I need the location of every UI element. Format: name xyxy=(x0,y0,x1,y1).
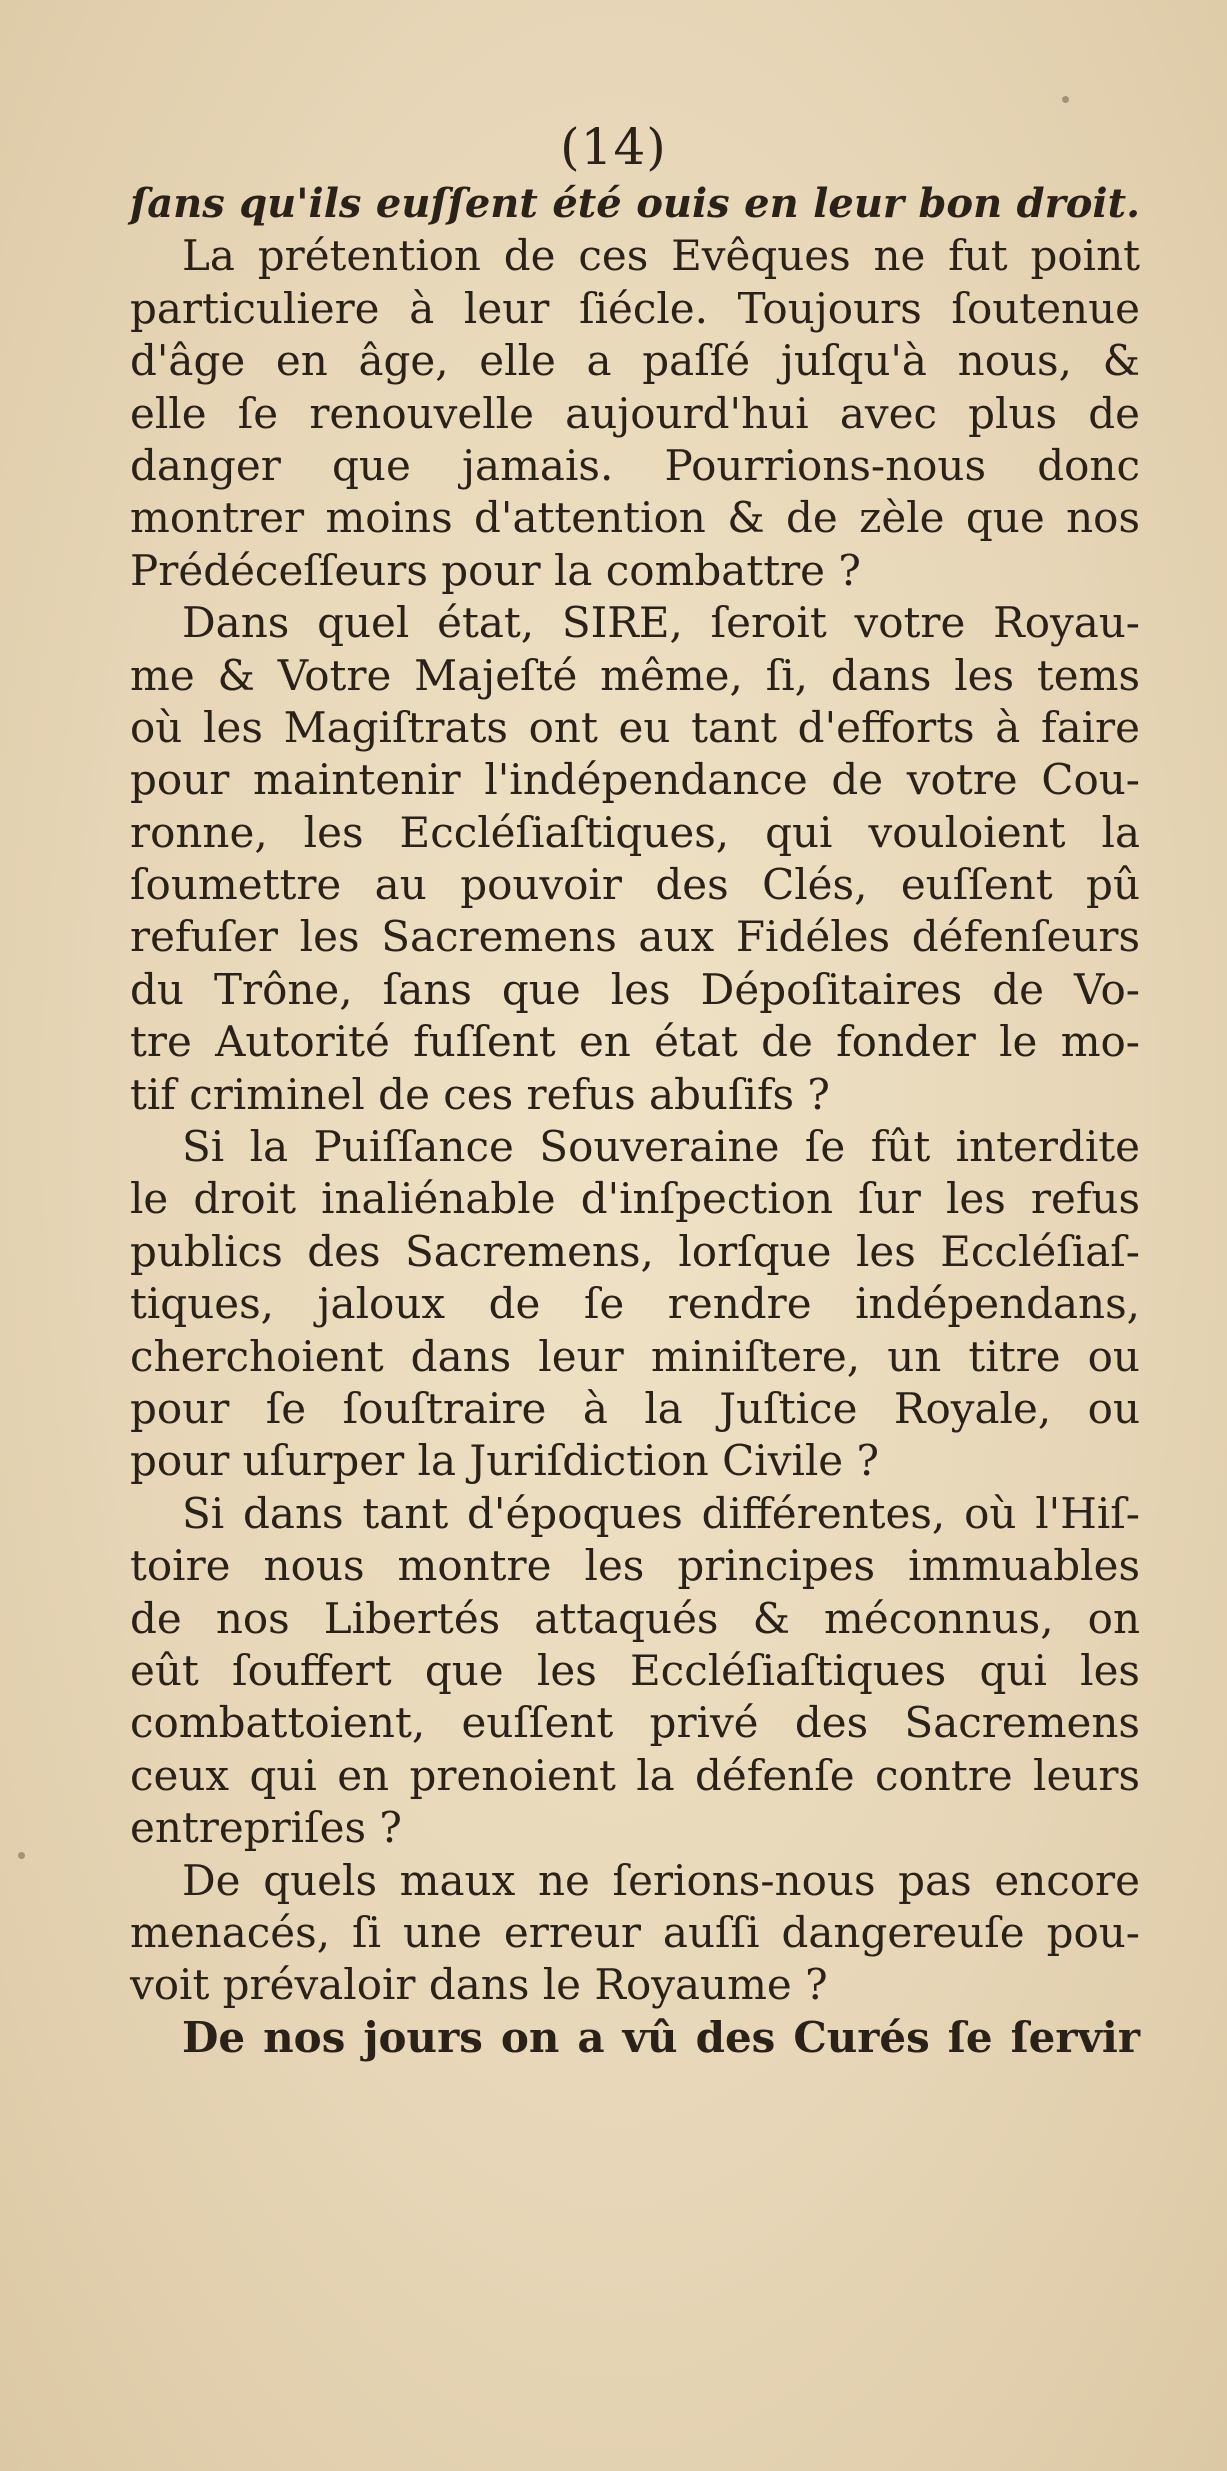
text-line: où les Magiſtrats ont eu tant d'efforts à faire xyxy=(130,702,1140,752)
text-line: cherchoient dans leur miniſtere, un titre ou xyxy=(130,1331,1140,1381)
text-line: combattoient, euſſent privé des Sacremens xyxy=(130,1698,1140,1748)
text-line: ſans qu'ils euſſent été ouis en leur bon droit. xyxy=(130,180,1140,227)
text-line: montrer moins d'attention & de zèle que nos xyxy=(130,493,1140,543)
text-line: tiques, jaloux de ſe rendre indépendans, xyxy=(130,1279,1140,1329)
text-line: pour uſurper la Juriſdiction Civile ? xyxy=(130,1436,880,1486)
text-line: pour ſe ſouſtraire à la Juſtice Royale, ou xyxy=(130,1383,1140,1433)
page-number: (14) xyxy=(560,118,667,176)
text-line: publics des Sacremens, lorſque les Eccléſiaſ- xyxy=(130,1226,1140,1276)
text-line: menacés, ſi une erreur auſſi dangereuſe pou- xyxy=(130,1907,1140,1957)
text-line: elle ſe renouvelle aujourd'hui avec plus de xyxy=(130,388,1140,438)
text-line: particuliere à leur ſiécle. Toujours ſoutenue xyxy=(130,283,1140,333)
text-line: Si la Puiſſance Souveraine ſe fût interdite xyxy=(182,1122,1140,1172)
text-line: toire nous montre les principes immuables xyxy=(130,1541,1140,1591)
text-line: Prédéceſſeurs pour la combattre ? xyxy=(130,545,861,595)
text-line: du Trône, ſans que les Dépoſitaires de Vo- xyxy=(130,964,1140,1014)
text-line: le droit inaliénable d'inſpection ſur les refus xyxy=(130,1174,1140,1224)
text-line: De quels maux ne ſerions-nous pas encore xyxy=(182,1855,1140,1905)
text-line: pour maintenir l'indépendance de votre Cou- xyxy=(130,755,1140,805)
text-line: De nos jours on a vû des Curés ſe ſervir xyxy=(182,2012,1140,2062)
text-line: ſoumettre au pouvoir des Clés, euſſent pû xyxy=(130,860,1140,910)
text-line: danger que jamais. Pourrions-nous donc xyxy=(130,440,1140,490)
text-line: tif criminel de ces refus abuſifs ? xyxy=(130,1069,830,1119)
text-line: entrepriſes ? xyxy=(130,1803,402,1853)
text-line: Dans quel état, SIRE, ſeroit votre Royau- xyxy=(182,598,1140,648)
text-line: ronne, les Eccléſiaſtiques, qui vouloient la xyxy=(130,807,1140,857)
text-line: voit prévaloir dans le Royaume ? xyxy=(130,1960,828,2010)
text-line: me & Votre Majeſté même, ſi, dans les tems xyxy=(130,650,1140,700)
text-line: eût ſouffert que les Eccléſiaſtiques qui les xyxy=(130,1645,1140,1695)
text-line: d'âge en âge, elle a paſſé juſqu'à nous, & xyxy=(130,336,1140,386)
text-line: tre Autorité fuſſent en état de fonder le mo- xyxy=(130,1017,1140,1067)
text-line: La prétention de ces Evêques ne fut point xyxy=(182,231,1140,281)
text-line: ceux qui en prenoient la défenſe contre leurs xyxy=(130,1750,1140,1800)
text-line: de nos Libertés attaqués & méconnus, on xyxy=(130,1593,1140,1643)
paper-speck xyxy=(1062,96,1069,103)
paper-speck xyxy=(18,1852,25,1859)
text-line: refuſer les Sacremens aux Fidéles défenſeurs xyxy=(130,912,1140,962)
body-text xyxy=(130,178,1140,2064)
text-line: Si dans tant d'époques différentes, où l'Hiſ- xyxy=(182,1488,1140,1538)
